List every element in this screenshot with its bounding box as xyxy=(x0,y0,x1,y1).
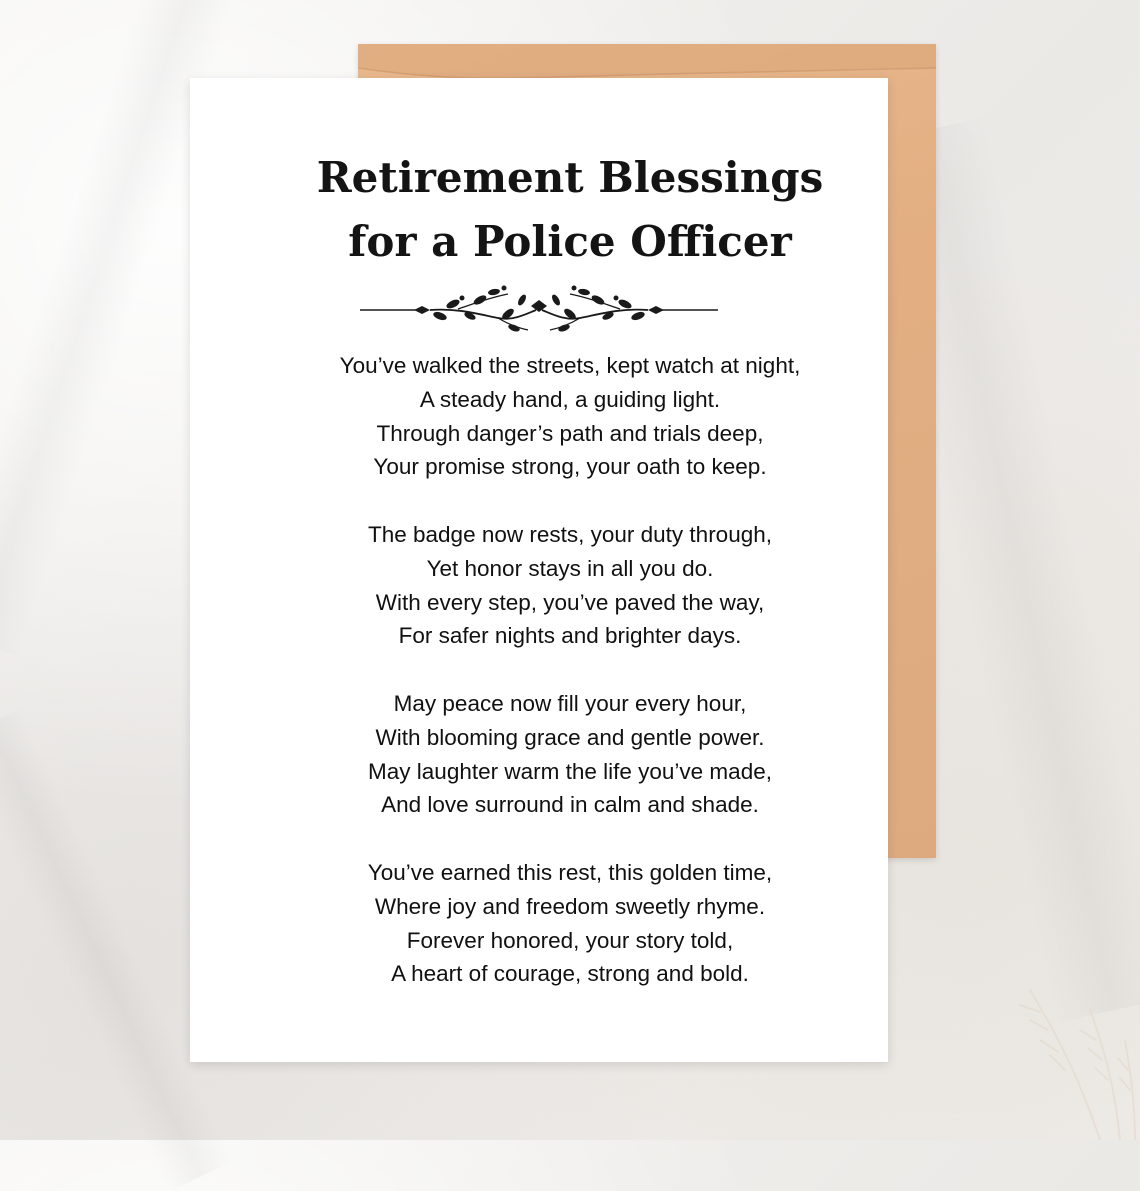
poem-line: You’ve earned this rest, this golden time, xyxy=(367,860,773,885)
poem-stanza xyxy=(0,518,1140,653)
poem-line: Your promise strong, your oath to keep. xyxy=(373,454,767,480)
poem-stanza xyxy=(0,687,1140,822)
poem-line: Yet honor stays in all you do. xyxy=(426,555,714,581)
card-title-line: Retirement Blessings xyxy=(316,153,824,202)
poem-line: And love surround in calm and shade. xyxy=(381,792,759,818)
floral-divider-icon xyxy=(358,284,720,334)
poem-line: A heart of courage, strong and bold. xyxy=(391,961,749,987)
poem-line: May laughter warm the life you’ve made, xyxy=(368,758,772,784)
poem-stanza xyxy=(0,349,1140,484)
card-title xyxy=(0,146,1140,274)
poem-line: Where joy and freedom sweetly rhyme. xyxy=(374,893,766,919)
poem-line: With every step, you’ve paved the way, xyxy=(375,589,765,615)
poem-stanza xyxy=(0,856,1140,991)
poem-line: For safer nights and brighter days. xyxy=(398,623,742,649)
poem-line: A steady hand, a guiding light. xyxy=(419,386,721,412)
poem-line: May peace now fill your every hour, xyxy=(393,691,747,716)
poem-line: Forever honored, your story told, xyxy=(406,927,734,953)
poem-line: With blooming grace and gentle power. xyxy=(375,724,765,750)
poem-line: The badge now rests, your duty through, xyxy=(368,522,772,547)
card-title-line: for a Police Officer xyxy=(348,217,792,266)
poem-line: You’ve walked the streets, kept watch at night, xyxy=(339,353,801,378)
poem-line: Through danger’s path and trials deep, xyxy=(376,420,764,446)
